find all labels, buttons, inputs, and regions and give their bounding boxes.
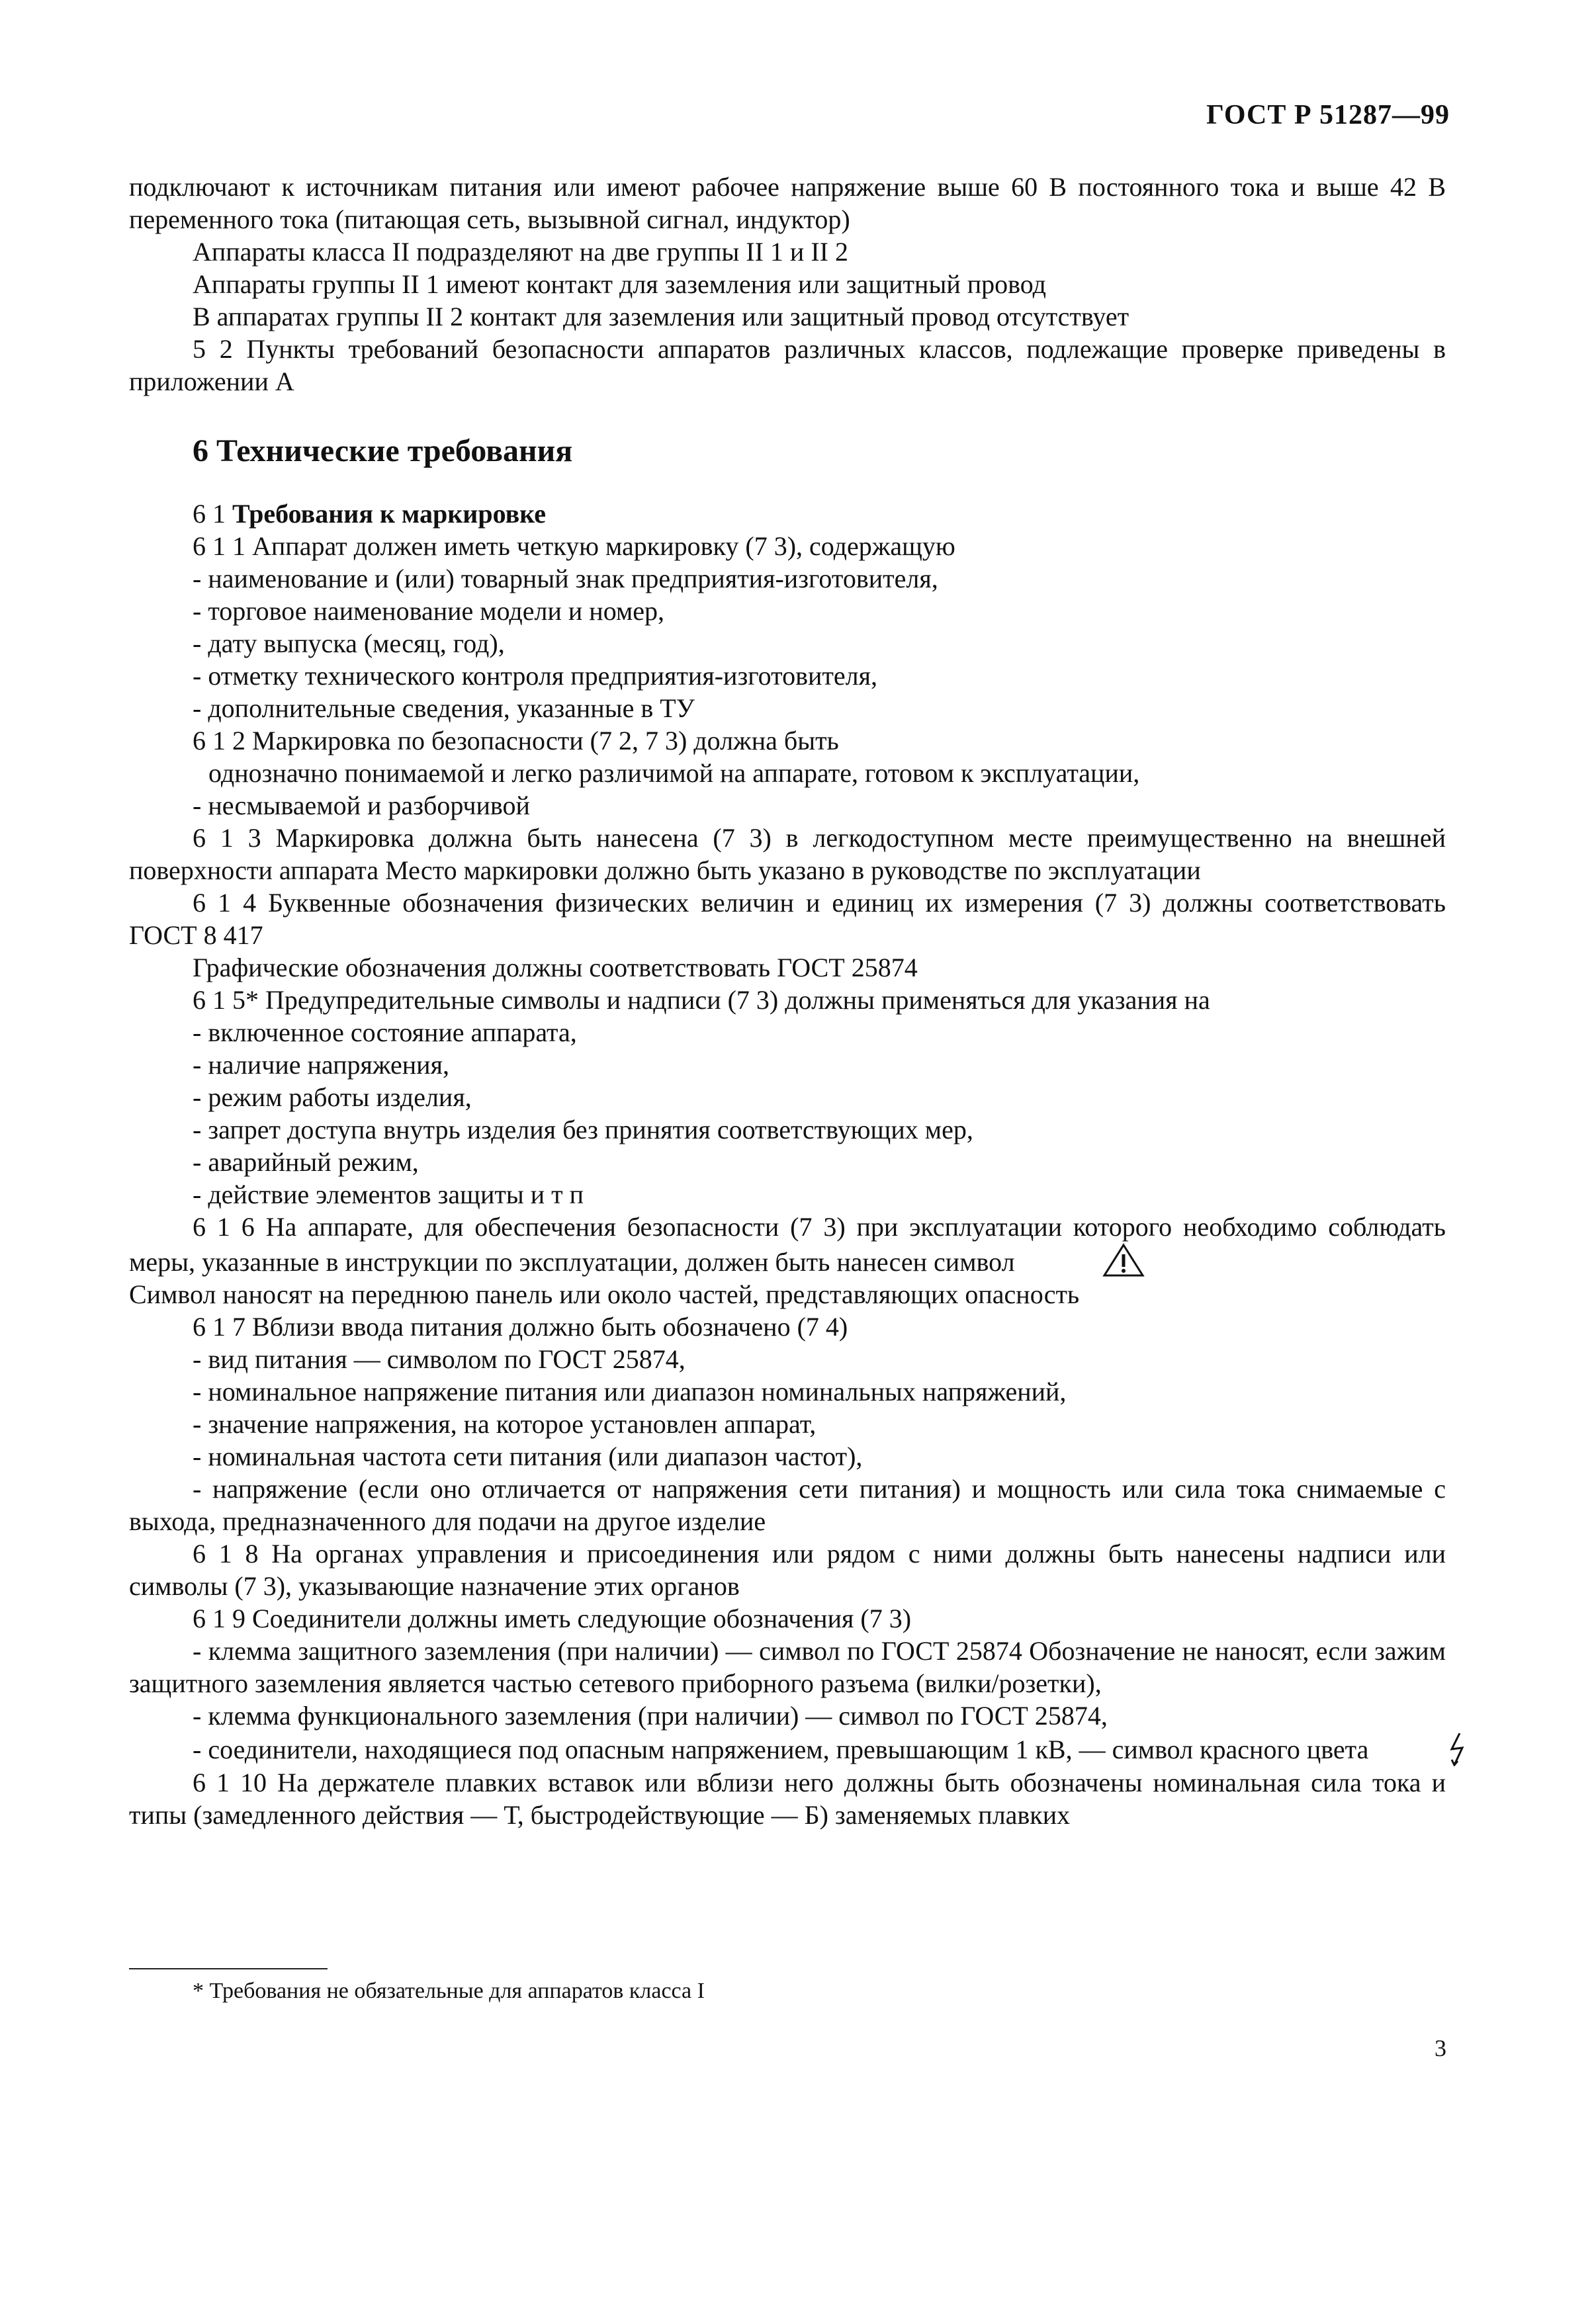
page-number: 3 — [1435, 2035, 1446, 2061]
clause: 6 1 10 На держателе плавких вставок или вблизи него должны быть обозначены номинальная сила тока и типы (замедленного действия — Т, быстродействующие — Б) заменяемых плавких — [129, 1768, 1446, 1830]
list-item: - действие элементов защиты и т п — [193, 1180, 584, 1209]
list-item: - отметку технического контроля предприятия-изготовителя, — [193, 661, 877, 691]
list-item: однозначно понимаемой и легко различимой на аппарате, готовом к эксплуатации, — [208, 758, 1140, 788]
subsection-heading — [129, 497, 1446, 530]
paragraph: 5 2 Пункты требований безопасности аппаратов различных классов, подлежащие проверке приведены в приложении А — [129, 334, 1446, 396]
clause: 6 1 1 Аппарат должен иметь четкую маркировку (7 3), содержащую — [193, 531, 955, 561]
clause: 6 1 4 Буквенные обозначения физических величин и единиц их измерения (7 3) должны соответствовать ГОСТ 8 417 — [129, 888, 1446, 950]
paragraph: В аппаратах группы II 2 контакт для заземления или защитный провод отсутствует — [193, 302, 1129, 331]
list-item: - номинальное напряжение питания или диапазон номинальных напряжений, — [193, 1377, 1067, 1406]
clause: 6 1 8 На органах управления и присоединения или рядом с ними должны быть нанесены надписи или символы (7 3), указывающие назначение этих органов — [129, 1539, 1446, 1601]
list-item-text: - соединители, находящиеся под опасным напряжением, превышающим 1 кВ, — символ красного цвета — [193, 1735, 1369, 1764]
list-item: - вид питания — символом по ГОСТ 25874, — [193, 1344, 685, 1374]
clause-text: 6 1 6 На аппарате, для обеспечения безопасности (7 3) при эксплуатации которого необходимо соблюдать меры, указанные в инструкции по эксплуатации, должен быть нанесен символ — [129, 1212, 1446, 1277]
paragraph: Символ наносят на переднюю панель или около частей, представляющих опасность — [129, 1279, 1080, 1309]
body-text — [129, 171, 1446, 1831]
clause: 6 1 9 Соединители должны иметь следующие обозначения (7 3) — [193, 1604, 912, 1633]
clause: 6 1 2 Маркировка по безопасности (7 2, 7 3) должна быть — [193, 726, 839, 755]
list-item: - клемма защитного заземления (при наличии) — символ по ГОСТ 25874 Обозначение не наносят, если зажим защитного заземления является частью сетевого приборного разъема (вилки/розетки), — [129, 1636, 1446, 1698]
warning-triangle-icon — [1039, 1243, 1081, 1277]
list-item: - наименование и (или) товарный знак предприятия-изготовителя, — [193, 564, 938, 593]
list-item: - дату выпуска (месяц, год), — [193, 628, 505, 658]
subsection-number: 6 1 — [193, 499, 226, 529]
footnote-divider — [129, 1968, 328, 1969]
lightning-bolt-icon — [1384, 1732, 1403, 1766]
clause: 6 1 7 Вблизи ввода питания должно быть обозначено (7 4) — [193, 1312, 848, 1342]
section-title: 6 Технические требования — [193, 433, 573, 468]
list-item: - несмываемой и разборчивой — [193, 791, 530, 820]
list-item: - клемма функционального заземления (при наличии) — символ по ГОСТ 25874, — [193, 1701, 1108, 1731]
paragraph: Аппараты класса II подразделяют на две группы II 1 и II 2 — [193, 237, 848, 267]
footnote: * Требования не обязательные для аппаратов класса I — [193, 1979, 705, 2003]
list-item: - значение напряжения, на которое установлен аппарат, — [193, 1409, 817, 1439]
list-item: - номинальная частота сети питания (или диапазон частот), — [193, 1442, 863, 1471]
list-item: - включенное состояние аппарата, — [193, 1017, 577, 1047]
list-item: - дополнительные сведения, указанные в ТУ — [193, 693, 695, 723]
list-item: - запрет доступа внутрь изделия без принятия соответствующих мер, — [193, 1115, 973, 1144]
paragraph: Аппараты группы II 1 имеют контакт для заземления или защитный провод — [193, 269, 1046, 299]
clause — [129, 1211, 1446, 1278]
list-item: - торговое наименование модели и номер, — [193, 596, 665, 626]
clause: 6 1 5* Предупредительные символы и надписи (7 3) должны применяться для указания на — [193, 985, 1210, 1015]
list-item — [129, 1732, 1446, 1766]
document-header: ГОСТ Р 51287—99 — [1206, 100, 1450, 130]
list-item: - наличие напряжения, — [193, 1050, 449, 1080]
list-item: - аварийный режим, — [193, 1147, 419, 1177]
subsection-title: Требования к маркировке — [232, 499, 546, 529]
clause: 6 1 3 Маркировка должна быть нанесена (7 3) в легкодоступном месте преимущественно на внешней поверхности аппарата Место маркировки должно быть указано в руководстве по эксплуатации — [129, 823, 1446, 885]
list-item: - напряжение (если оно отличается от напряжения сети питания) и мощность или сила тока снимаемые с выхода, предназначенного для подачи на другое изделие — [129, 1474, 1446, 1536]
paragraph: Графические обозначения должны соответствовать ГОСТ 25874 — [193, 953, 918, 982]
list-item: - режим работы изделия, — [193, 1082, 472, 1112]
paragraph: подключают к источникам питания или имеют рабочее напряжение выше 60 В постоянного тока и выше 42 В переменного тока (питающая сеть, вызывной сигнал, индуктор) — [129, 172, 1446, 234]
